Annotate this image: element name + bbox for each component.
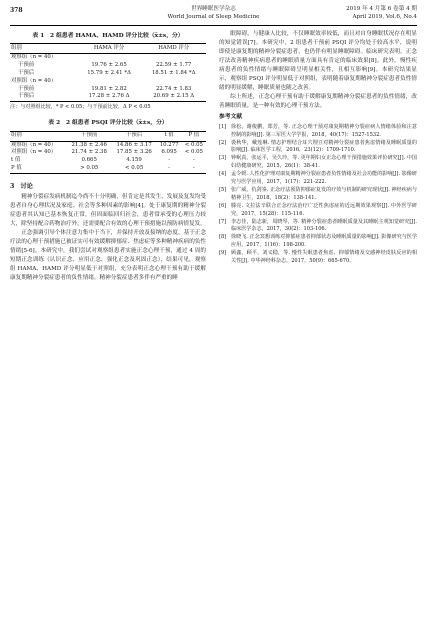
header-rule xyxy=(10,25,417,26)
reference-number: [9] xyxy=(219,250,227,257)
table1-cell-hama: 19.81 ± 2.82 xyxy=(91,85,127,92)
table1-cell-hamd: 20.69 ± 2.15 Δ xyxy=(141,93,206,101)
reference-item xyxy=(219,203,417,219)
table2-header-group: 组别 xyxy=(10,131,67,141)
table2-header-t: t 值 xyxy=(157,131,182,141)
table2-header-after: 干预后 xyxy=(112,131,157,141)
table2-row-label: P 值 xyxy=(10,165,67,173)
reference-text: 徐晓飞. 正念冥想训练对抑郁症患者抑郁状态及睡眠质量的影响[J]. 影像研究与医学应用，2017，1(16)：198-200. xyxy=(231,234,417,249)
table2-cell-t: - xyxy=(168,157,171,164)
reference-number: [4] xyxy=(219,171,227,178)
reference-item xyxy=(219,250,417,266)
table1-row-label: 干预后 xyxy=(10,93,77,101)
table2-cell-after: 14.86 ± 3.17 xyxy=(116,141,152,148)
table1-row-label: 干预前 xyxy=(18,62,35,69)
reference-text: 钟岷真，张运平，吴久玲，等. 更年期妇女正念心理干预措施效果评价研究[J]. 中国妇幼健康研究，2015，26(1)：38-41. xyxy=(231,155,417,170)
reference-number: [3] xyxy=(219,155,227,162)
table2-cell-t: 6.095 xyxy=(161,149,177,156)
discussion-paragraph-1: 精神分裂症发病机制迄今尚不十分明确，但肯定是其发生、发展及复发均受患者自身心理状况及家庭、社会等多种因素的影响[4]。处于康复期的精神分裂症患者其认知已基本恢复正常，但因面临回归社会，患者常承受的心理压力较大，除坚持配合药物治疗外，还需要配合有效的心理干预措施以预防病情复发。 xyxy=(10,194,206,228)
table1-cell-hamd: 22.59 ± 1.77 xyxy=(155,62,192,69)
page-number: 378 xyxy=(10,7,23,14)
reference-list xyxy=(219,124,417,266)
table2-cell-p: - xyxy=(182,165,206,173)
table1-cell-hamd xyxy=(141,78,206,86)
table2-cell-before: 21.38 ± 2.46 xyxy=(71,141,107,148)
table1-header-group: 组别 xyxy=(10,44,77,54)
reference-text: 裘秋华，戴莲琳. 情志护理结合耳穴埋豆对精神分裂症患者焦虑情绪及睡眠质量的影响[J]. 临床医学工程，2016，23(12)：1709-1710. xyxy=(231,139,417,154)
table1-cell-hamd: 18.51 ± 1.84 *Δ xyxy=(151,69,196,76)
table1-row xyxy=(10,78,206,86)
section-heading-discussion: 3 讨论 xyxy=(10,182,33,190)
journal-name-cn: 世界睡眠医学杂志 xyxy=(191,6,236,12)
reference-number: [5] xyxy=(219,186,227,193)
table2-cell-before: 0.665 xyxy=(81,157,97,164)
right-column xyxy=(219,30,417,266)
table1-note: 注：与对照组比较，* P < 0.05；与干预前比较，Δ P < 0.05 xyxy=(10,104,151,111)
reference-item xyxy=(219,187,417,203)
table2-cell-t: 10.277 xyxy=(159,141,179,148)
conclusion-paragraph: 综上所述，正念心理干预有助于缓解康复期精神分裂症患者的负性情绪，改善睡眠质量，是一种有效的心理干预方法。 xyxy=(219,94,417,110)
references-title: 参考文献 xyxy=(219,114,243,121)
table2-row xyxy=(10,165,206,173)
table1-header-hamd: HAMD 评分 xyxy=(141,44,206,54)
reference-item xyxy=(219,124,417,140)
table1-row-label: 对照组（n = 40） xyxy=(11,77,57,84)
issue-date-cn: 2019 年 4 月第 6 卷第 4 期 xyxy=(346,6,417,12)
table1-row xyxy=(10,86,206,94)
reference-text: 顾鑫，顾平，刘义稳，等. 慢性失眠患者焦虑、抑郁情绪及交感神经皮肤反应的相关性[J]. 中华神经科杂志，2017，50(9)：665-670. xyxy=(231,250,417,264)
reference-text: 张广威，仇剑崟. 正念疗法预防抑郁症复发的疗效与机制的研究现状[J]. 神经疾病与精神卫生，2018，18(2)：138-141. xyxy=(231,186,417,201)
running-header xyxy=(10,6,417,24)
reference-number: [7] xyxy=(219,218,227,225)
discussion-paragraph-3: 眠障碍，与健康人比较，不仅睡眠效率较低，而且对自身睡眠状况存在明显的知觉错误[7]。本研究中，2 组患者干预前 PSQI 评分均处于较高水平，说明即使是康复期的精神分裂症患者，也仍伴有明显睡眠障碍。临床研究表明，正念疗法改善精神疾病患者的睡眠质量方面具有肯定的临床效果[8]。此外，慢性疾病患者的负性情绪与睡眠障碍呈明显相关性，且相互影响[9]。本研究结果显示，观察组 PSQI 评分明显低于对照组，表明随着康复期精神分裂症患者负性情绪的明显缓解，睡眠质量也随之改善。 xyxy=(219,31,417,92)
table2-row xyxy=(10,157,206,165)
table1-row xyxy=(10,62,206,70)
reference-item xyxy=(219,140,417,156)
reference-text: 滕亮. 文拉法辛联合正念疗法治疗广泛性焦虑症的近远期效果观察[J]. 中外医学研究，2017，15(28)：115-116. xyxy=(231,202,417,217)
table1-row-label: 干预后 xyxy=(18,69,35,76)
reference-number: [6] xyxy=(219,202,227,209)
reference-number: [8] xyxy=(219,234,227,241)
table2-row-label: t 值 xyxy=(11,157,21,164)
table2-header-before: 干预前 xyxy=(67,131,112,141)
journal-name-en: World Journal of Sleep Medicine xyxy=(167,13,260,20)
table2 xyxy=(10,131,206,174)
issue-date-en: April 2019, Vol.6, No.4 xyxy=(352,13,417,20)
table1-cell-hama xyxy=(77,78,142,86)
table1-row-label: 观察组（n = 40） xyxy=(11,54,57,61)
table1-cell-hamd xyxy=(141,54,206,62)
table1-cell-hama: 17.28 ± 2.76 Δ xyxy=(77,93,142,101)
table1-row-label: 干预前 xyxy=(18,85,35,92)
reference-text: 徐松，谢俊鹏，郑芳，等. 正念心理干预对康复期精神分裂症病人情绪体验和注意控制的影响[J]. 第三军医大学学报，2018，40(17)：1527-1532. xyxy=(231,123,417,138)
left-column xyxy=(10,30,206,283)
reference-text: 李志佳，陆志新，周晓琴，等. 精神分裂症患者睡眠质量及其睡眠主观知觉研究[J]. 临床医学杂志，2017，30(2)：103-106. xyxy=(231,218,417,233)
table1-row xyxy=(10,93,206,101)
table1-row xyxy=(10,70,206,78)
reference-number: [2] xyxy=(219,139,227,146)
table1-caption: 表 1 2 组患者 HAMA、HAMD 评分比较（x̄±s，分） xyxy=(32,33,184,39)
table1-row xyxy=(10,54,206,62)
table2-cell-before: 21.74 ± 2.38 xyxy=(71,149,107,156)
reference-item xyxy=(219,234,417,250)
table1-cell-hamd: 22.74 ± 1.83 xyxy=(155,85,192,92)
table2-row-label: 对照组（n = 40） xyxy=(11,149,57,156)
table2-cell-after: < 0.05 xyxy=(112,165,157,173)
table2-row-label: 观察组（n = 40） xyxy=(11,141,57,148)
table2-row xyxy=(10,149,206,157)
reference-text: 孟令媛. 人性化护理对康复期精神分裂症患者负性情绪及社会功能的影响[J]. 影像研究与医学应用，2017，1(17)：221-222. xyxy=(231,171,417,186)
table1-header-hama: HAMA 评分 xyxy=(77,44,142,54)
table2-cell-t: - xyxy=(157,165,182,173)
table2-header-p: P 值 xyxy=(182,131,206,141)
table2-caption: 表 2 2 组患者 PSQI 评分比较（x̄±s，分） xyxy=(48,120,168,127)
table1-body xyxy=(10,54,206,102)
table1 xyxy=(10,43,206,102)
table1-cell-hama xyxy=(77,54,142,62)
table2-cell-p: - xyxy=(192,157,195,164)
table2-cell-after: 4.159 xyxy=(126,157,142,164)
table2-cell-p: < 0.05 xyxy=(184,149,203,156)
table1-cell-hama: 15.79 ± 2.41 *Δ xyxy=(87,69,131,76)
table2-cell-before: > 0.05 xyxy=(67,165,112,173)
issue-info xyxy=(346,6,417,21)
discussion-paragraph-2: 正念强调引导个体注意力集中于当下，并保持开放及接纳的态度，基于正念疗法的心理干预措施已被证实可有效缓解抑郁症、焦虑症等多种精神疾病的负性情绪[5-6]。本研究中，我们尝试对观察组患者实施正念心理干预，通过 4 周的短期正念训练（认识正念、应用正念、强化正念及巩固正念），结果可见，观察组 HAMA、HAMD 评分明显低于对照组，充分表明正念心理干预有助于缓解康复期精神分裂症患者的负性情绪。精神分裂症患者多伴有严重的睡 xyxy=(10,230,206,282)
table2-cell-p: < 0.05 xyxy=(184,141,203,148)
reference-item xyxy=(219,171,417,187)
reference-number: [1] xyxy=(219,123,227,130)
table2-cell-after: 17.85 ± 3.26 xyxy=(116,149,152,156)
table2-body xyxy=(10,141,206,173)
reference-item xyxy=(219,219,417,235)
reference-item xyxy=(219,155,417,171)
table1-cell-hama: 19.76 ± 2.65 xyxy=(91,62,127,69)
